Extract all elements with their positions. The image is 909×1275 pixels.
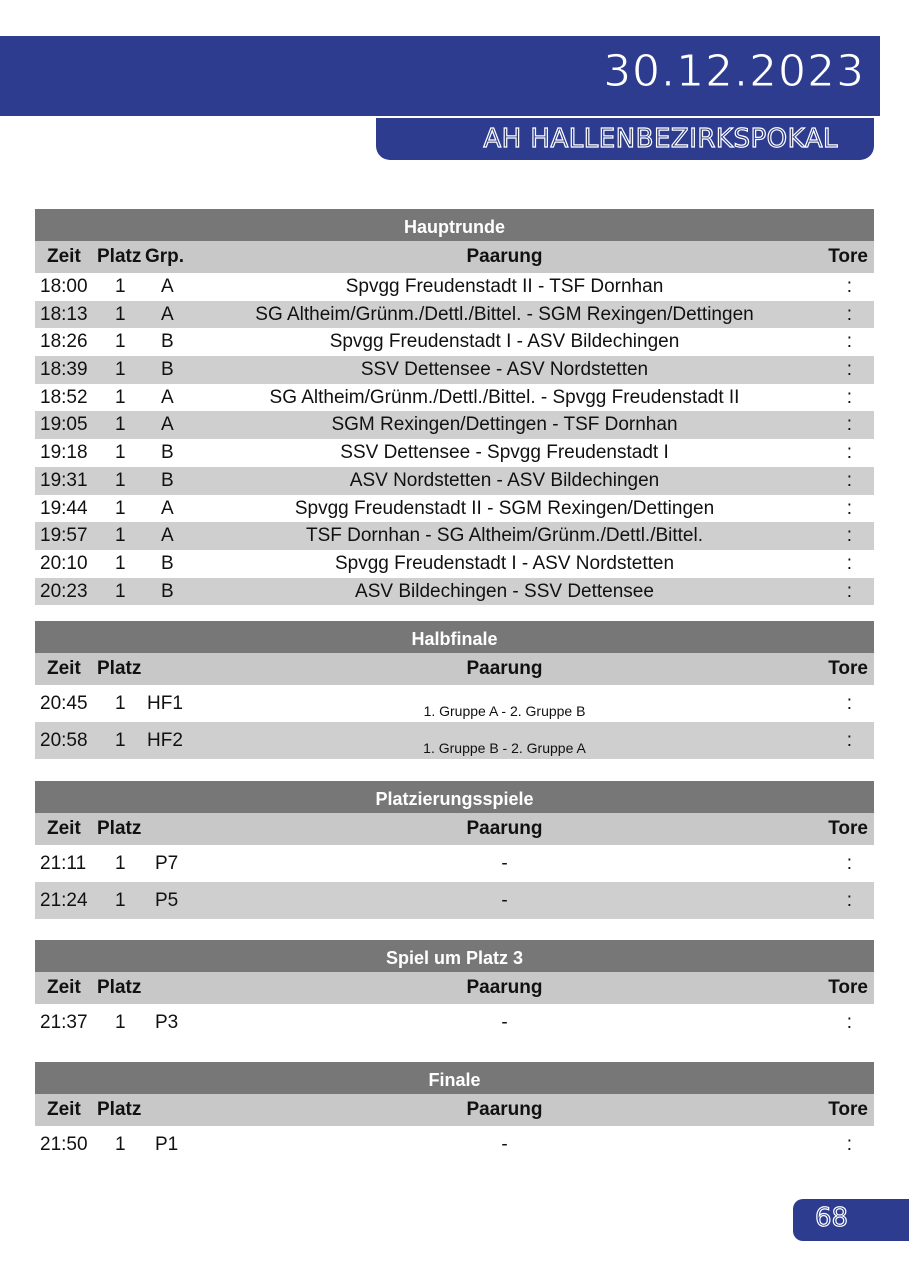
cell-zeit: 21:50 — [40, 1134, 88, 1155]
header-paarung: Paarung — [466, 977, 543, 998]
halbfinale-section — [35, 621, 874, 759]
table-row — [35, 522, 874, 550]
cell-zeit: 19:05 — [40, 414, 88, 436]
cell-tore: : — [846, 1134, 852, 1155]
cell-paarung: SG Altheim/Grünm./Dettl./Bittel. - Spvgg Freudenstadt II — [269, 386, 740, 408]
cell-platz: 1 — [115, 276, 126, 297]
cell-platz: 1 — [115, 730, 126, 751]
cell-tore: : — [846, 890, 852, 911]
cell-tore: : — [846, 359, 852, 381]
cell-grp: A — [161, 414, 174, 436]
cell-platz: 1 — [115, 331, 126, 353]
cell-tore: : — [846, 331, 852, 353]
header-zeit: Zeit — [47, 818, 81, 839]
header-platz: Platz — [97, 246, 142, 267]
cell-platz: 1 — [115, 1012, 126, 1033]
section-title: Spiel um Platz 3 — [35, 940, 874, 972]
cell-paarung: SSV Dettensee - Spvgg Freudenstadt I — [340, 442, 669, 464]
cell-paarung: Spvgg Freudenstadt I - ASV Bildechingen — [329, 331, 680, 353]
cell-grp: A — [161, 525, 174, 547]
cell-grp: P7 — [155, 853, 179, 874]
table-row — [35, 384, 874, 412]
cell-platz: 1 — [115, 303, 126, 325]
header-tore: Tore — [828, 246, 868, 267]
header-zeit: Zeit — [47, 977, 81, 998]
cell-zeit: 18:26 — [40, 331, 88, 353]
cell-platz: 1 — [115, 580, 126, 602]
event-subtitle: AH HALLENBEZIRKSPOKAL — [483, 124, 838, 154]
header-tore: Tore — [828, 818, 868, 839]
cell-grp: B — [161, 442, 174, 464]
table-row — [35, 685, 874, 722]
section-title: Finale — [35, 1062, 874, 1094]
cell-zeit: 21:11 — [40, 853, 87, 874]
cell-platz: 1 — [115, 386, 126, 408]
section-title: Hauptrunde — [35, 209, 874, 241]
section-title: Platzierungsspiele — [35, 781, 874, 813]
header-zeit: Zeit — [47, 246, 81, 267]
table-row — [35, 439, 874, 467]
cell-zeit: 19:18 — [40, 442, 88, 464]
cell-grp: A — [161, 497, 174, 519]
cell-paarung: SG Altheim/Grünm./Dettl./Bittel. - SGM Rexingen/Dettingen — [255, 303, 754, 325]
table-row — [35, 1126, 874, 1163]
table-row — [35, 356, 874, 384]
cell-grp: A — [161, 303, 174, 325]
cell-zeit: 21:37 — [40, 1012, 88, 1033]
cell-paarung: SSV Dettensee - ASV Nordstetten — [360, 359, 649, 381]
cell-tore: : — [846, 1012, 852, 1033]
cell-grp: B — [161, 331, 174, 353]
cell-tore: : — [846, 580, 852, 602]
cell-grp: A — [161, 276, 174, 297]
table-header — [35, 813, 874, 845]
cell-paarung: - — [501, 1012, 508, 1033]
table-header — [35, 1094, 874, 1126]
cell-platz: 1 — [115, 469, 126, 491]
cell-zeit: 20:10 — [40, 552, 88, 574]
cell-zeit: 18:52 — [40, 386, 88, 408]
cell-grp: B — [161, 469, 174, 491]
cell-platz: 1 — [115, 414, 126, 436]
header-paarung: Paarung — [466, 246, 543, 267]
cell-tore: : — [846, 386, 852, 408]
cell-grp: B — [161, 580, 174, 602]
page-number: 68 — [815, 1203, 849, 1233]
header-zeit: Zeit — [47, 1099, 81, 1120]
cell-paarung: 1. Gruppe A - 2. Gruppe B — [423, 703, 586, 719]
cell-zeit: 21:24 — [40, 890, 88, 911]
cell-paarung: Spvgg Freudenstadt II - SGM Rexingen/Dettingen — [294, 497, 715, 519]
cell-platz: 1 — [115, 497, 126, 519]
cell-grp: A — [161, 386, 174, 408]
table-row — [35, 845, 874, 882]
header-platz: Platz — [97, 658, 142, 679]
cell-tore: : — [846, 853, 852, 874]
cell-paarung: TSF Dornhan - SG Altheim/Grünm./Dettl./Bittel. — [305, 525, 703, 547]
cell-grp: P3 — [155, 1012, 179, 1033]
cell-paarung: - — [501, 1134, 508, 1155]
table-row — [35, 301, 874, 329]
table-row — [35, 1004, 874, 1041]
table-row — [35, 578, 874, 606]
table-row — [35, 550, 874, 578]
cell-grp: HF2 — [147, 730, 183, 751]
cell-paarung: ASV Nordstetten - ASV Bildechingen — [349, 469, 660, 491]
header-paarung: Paarung — [466, 818, 543, 839]
cell-platz: 1 — [115, 525, 126, 547]
header-tore: Tore — [828, 1099, 868, 1120]
section-title: Halbfinale — [35, 621, 874, 653]
cell-zeit: 18:13 — [40, 303, 88, 325]
cell-paarung: Spvgg Freudenstadt II - TSF Dornhan — [345, 276, 664, 297]
table-row — [35, 495, 874, 523]
cell-zeit: 18:39 — [40, 359, 88, 381]
platz3-section — [35, 940, 874, 1041]
table-header — [35, 241, 874, 273]
cell-zeit: 19:57 — [40, 525, 88, 547]
cell-tore: : — [846, 730, 852, 751]
cell-platz: 1 — [115, 853, 126, 874]
cell-tore: : — [846, 469, 852, 491]
header-platz: Platz — [97, 1099, 142, 1120]
hauptrunde-section — [35, 209, 874, 605]
table-row — [35, 467, 874, 495]
cell-grp: P5 — [155, 890, 179, 911]
event-date: 30.12.2023 — [603, 46, 865, 97]
header-tore: Tore — [828, 977, 868, 998]
table-row — [35, 882, 874, 919]
cell-grp: B — [161, 552, 174, 574]
cell-tore: : — [846, 693, 852, 714]
cell-platz: 1 — [115, 693, 126, 714]
platzierung-section — [35, 781, 874, 919]
finale-section — [35, 1062, 874, 1163]
cell-tore: : — [846, 552, 852, 574]
table-header — [35, 972, 874, 1004]
cell-zeit: 19:31 — [40, 469, 88, 491]
cell-paarung: - — [501, 890, 508, 911]
cell-grp: HF1 — [147, 693, 183, 714]
cell-platz: 1 — [115, 442, 126, 464]
cell-platz: 1 — [115, 552, 126, 574]
cell-tore: : — [846, 303, 852, 325]
cell-paarung: ASV Bildechingen - SSV Dettensee — [355, 580, 654, 602]
table-row — [35, 328, 874, 356]
header-zeit: Zeit — [47, 658, 81, 679]
cell-zeit: 18:00 — [40, 276, 88, 297]
cell-platz: 1 — [115, 890, 126, 911]
cell-platz: 1 — [115, 359, 126, 381]
cell-platz: 1 — [115, 1134, 126, 1155]
cell-zeit: 20:45 — [40, 693, 88, 714]
cell-tore: : — [846, 497, 852, 519]
cell-paarung: 1. Gruppe B - 2. Gruppe A — [423, 740, 586, 756]
header-grp: Grp. — [145, 246, 185, 267]
cell-tore: : — [846, 442, 852, 464]
header-platz: Platz — [97, 818, 142, 839]
page-number-tab — [793, 1199, 909, 1241]
cell-tore: : — [846, 414, 852, 436]
cell-zeit: 19:44 — [40, 497, 88, 519]
cell-tore: : — [846, 525, 852, 547]
cell-tore: : — [846, 276, 852, 297]
cell-paarung: SGM Rexingen/Dettingen - TSF Dornhan — [331, 414, 678, 436]
cell-paarung: Spvgg Freudenstadt I - ASV Nordstetten — [334, 552, 675, 574]
cell-paarung: - — [501, 853, 508, 874]
cell-zeit: 20:23 — [40, 580, 88, 602]
table-row — [35, 722, 874, 759]
table-row — [35, 411, 874, 439]
table-header — [35, 653, 874, 685]
cell-zeit: 20:58 — [40, 730, 88, 751]
header-tore: Tore — [828, 658, 868, 679]
cell-grp: B — [161, 359, 174, 381]
subtitle-banner — [376, 118, 874, 160]
header-paarung: Paarung — [466, 1099, 543, 1120]
table-row — [35, 273, 874, 301]
header-paarung: Paarung — [466, 658, 543, 679]
cell-grp: P1 — [155, 1134, 179, 1155]
header-platz: Platz — [97, 977, 142, 998]
